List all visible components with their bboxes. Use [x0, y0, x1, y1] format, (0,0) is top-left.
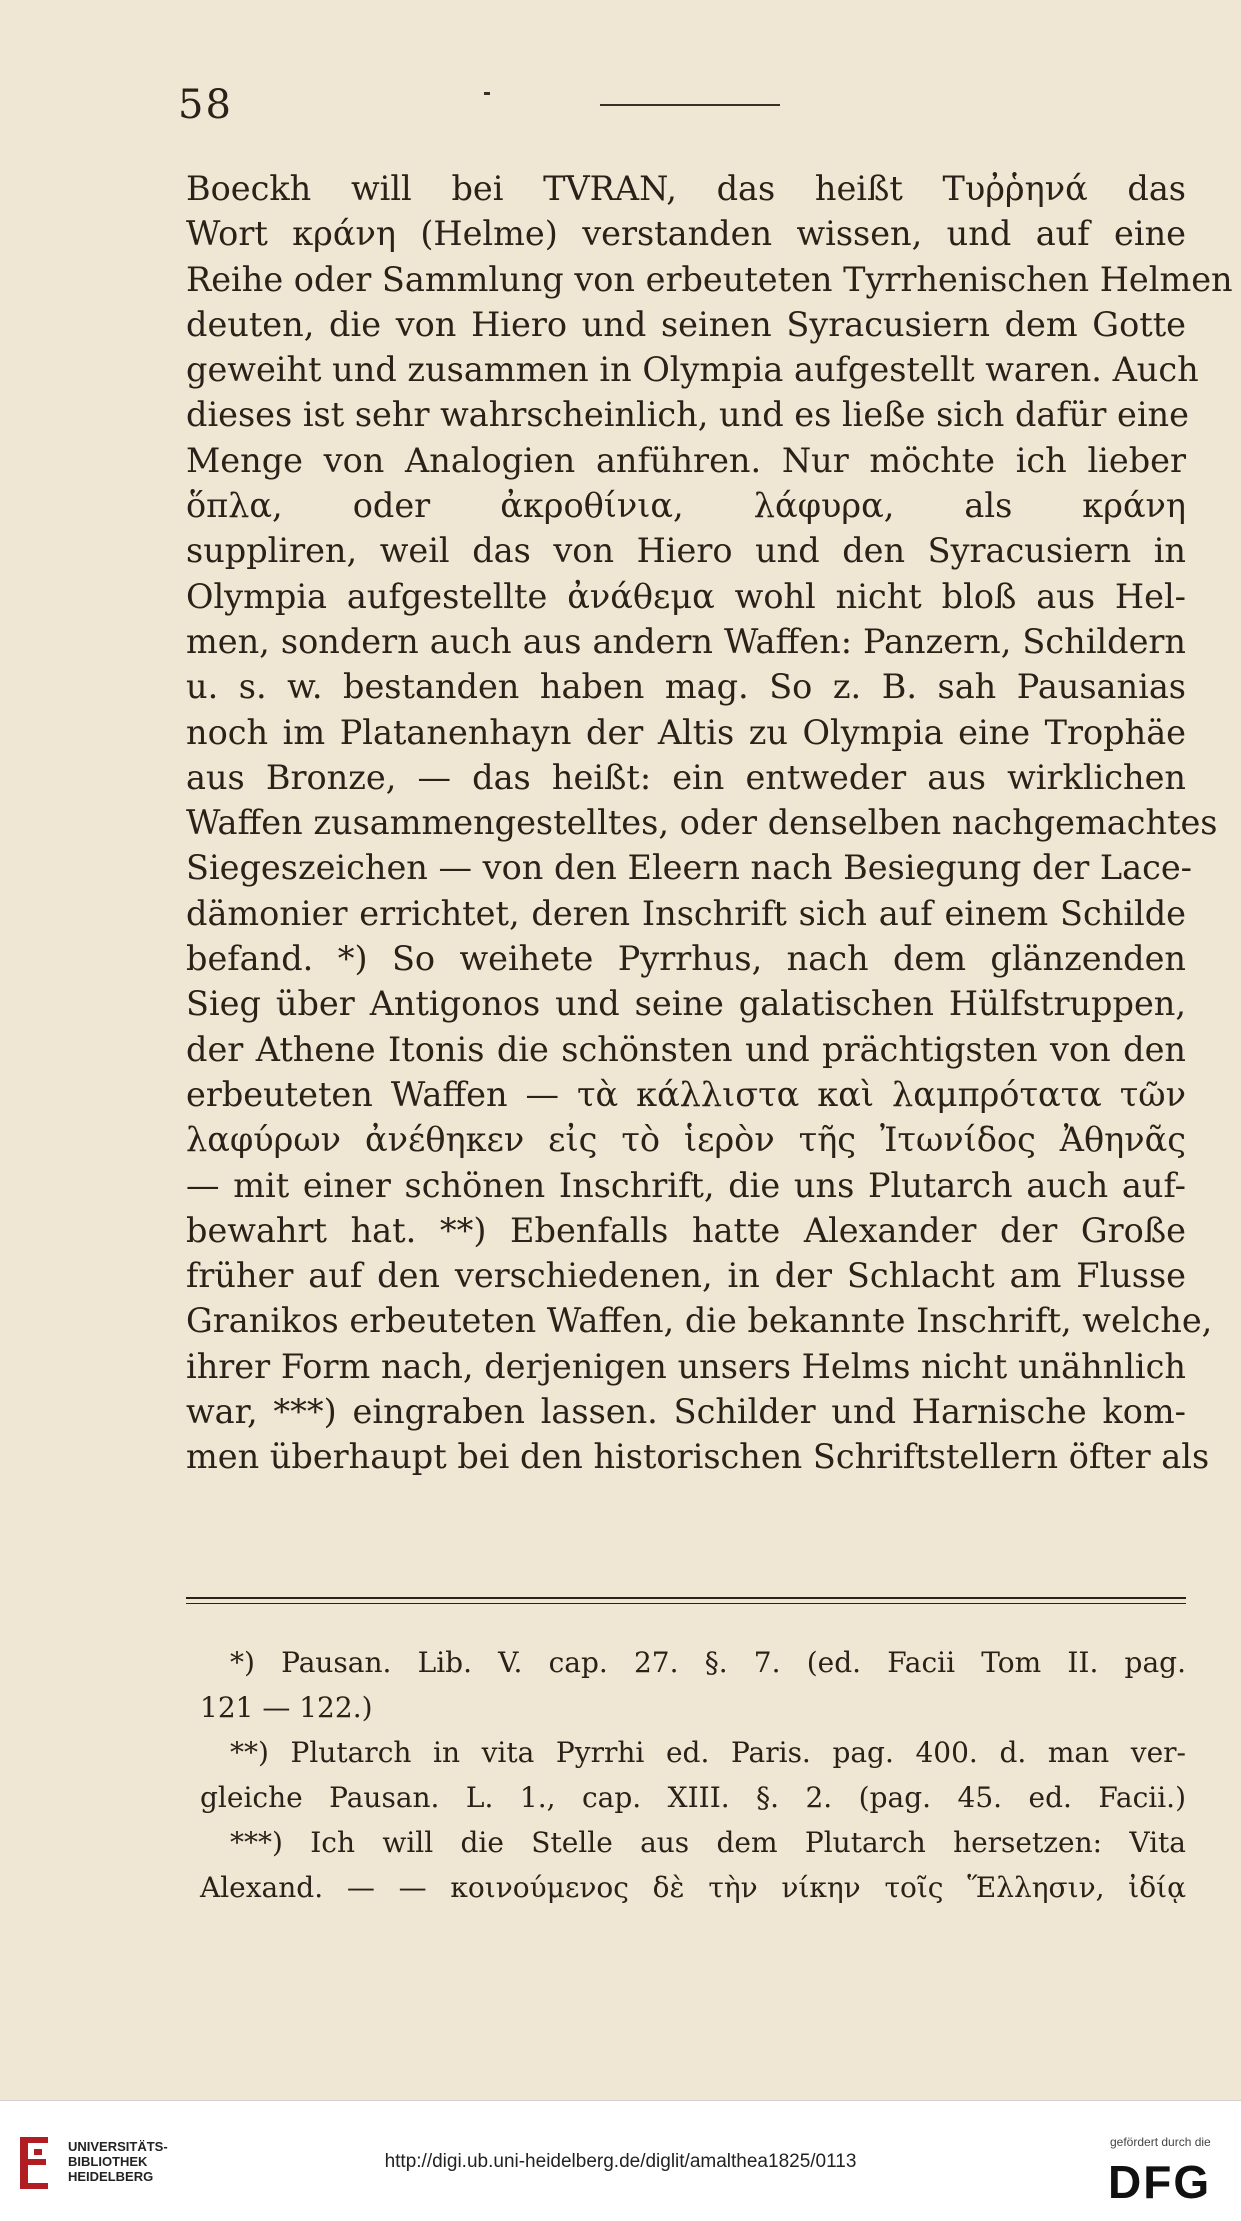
text-line: dämonier errichtet, deren Inschrift sich auf einem Schilde: [186, 893, 1186, 933]
footnote-line: ***) Ich will die Stelle aus dem Plutarch hersetzen: Vita: [230, 1826, 1186, 1859]
text-line: Menge von Analogien anführen. Nur möchte ich lieber: [186, 440, 1186, 480]
text-line: Wort κράνη (Helme) verstanden wissen, und auf eine: [186, 214, 1186, 254]
library-name-line: BIBLIOTHEK: [68, 2154, 148, 2169]
text-line: war, ***) eingraben lassen. Schilder und Harnische kom-: [186, 1392, 1186, 1432]
text-line: u. s. w. bestanden haben mag. So z. B. sah Pausanias: [186, 667, 1186, 707]
text-line: bewahrt hat. **) Ebenfalls hatte Alexander der Große: [186, 1210, 1186, 1250]
footnote-rule: [186, 1597, 1186, 1599]
footnote-line: *) Pausan. Lib. V. cap. 27. §. 7. (ed. Facii Tom II. pag.: [230, 1646, 1186, 1679]
permalink-url[interactable]: http://digi.ub.uni-heidelberg.de/diglit/amalthea1825/0113: [384, 2151, 857, 2172]
text-line: noch im Platanenhayn der Altis zu Olympia eine Trophäe: [186, 712, 1186, 752]
body-text: [186, 166, 1233, 1480]
text-line: men überhaupt bei den historischen Schriftstellern öfter als: [186, 1437, 1210, 1477]
footnote-line: **) Plutarch in vita Pyrrhi ed. Paris. pag. 400. d. man ver-: [230, 1736, 1186, 1769]
text-line: men, sondern auch aus andern Waffen: Panzern, Schildern: [186, 621, 1186, 661]
text-line: geweiht und zusammen in Olympia aufgestellt waren. Auch: [186, 350, 1199, 390]
text-line: — mit einer schönen Inschrift, die uns Plutarch auch auf-: [186, 1165, 1186, 1205]
footer-bar: [0, 2100, 1241, 2221]
text-line: Olympia aufgestellte ἀνάθεμα wohl nicht bloß aus Hel-: [186, 576, 1186, 616]
funding-caption: gefördert durch die: [1110, 2135, 1211, 2149]
text-line: früher auf den verschiedenen, in der Schlacht am Flusse: [186, 1256, 1186, 1296]
header-mark: [484, 92, 490, 95]
text-line: Siegeszeichen — von den Eleern nach Besiegung der Lace-: [186, 848, 1192, 888]
footnote-line: Alexand. — — κοινούμενος δὲ τὴν νίκην τοῖς Ἕλλησιν, ἰδίᾳ: [200, 1871, 1186, 1904]
footnote-line: 121 — 122.): [200, 1691, 373, 1724]
text-line: ihrer Form nach, derjenigen unsers Helms nicht unähnlich: [186, 1346, 1186, 1386]
text-line: Granikos erbeuteten Waffen, die bekannte Inschrift, welche,: [186, 1301, 1213, 1341]
text-line: λαφύρων ἀνέθηκεν εἰς τὸ ἱερὸν τῆς Ἰτωνίδος Ἀθηνᾶς: [186, 1120, 1186, 1160]
text-line: aus Bronze, — das heißt: ein entweder aus wirklichen: [186, 757, 1186, 797]
text-line: ὅπλα, oder ἀκροθίνια, λάφυρα, als κράνη: [186, 486, 1186, 526]
text-line: Sieg über Antigonos und seine galatischen Hülfstruppen,: [186, 984, 1186, 1024]
footnotes: [200, 1640, 1186, 1910]
text-line: Waffen zusammengestelltes, oder denselben nachgemachtes: [186, 803, 1218, 843]
text-line: Reihe oder Sammlung von erbeuteten Tyrrhenischen Helmen: [186, 259, 1233, 299]
library-name-line: HEIDELBERG: [68, 2169, 154, 2184]
text-line: dieses ist sehr wahrscheinlich, und es ließe sich dafür eine: [186, 395, 1189, 435]
footnote-rule-thin: [186, 1603, 1186, 1604]
text-line: erbeuteten Waffen — τὰ κάλλιστα καὶ λαμπρότατα τῶν: [186, 1074, 1186, 1114]
text-line: der Athene Itonis die schönsten und prächtigsten von den: [186, 1029, 1186, 1069]
dfg-logo: DFG: [1108, 2156, 1212, 2208]
text-line: befand. *) So weihete Pyrrhus, nach dem glänzenden: [186, 939, 1186, 979]
text-line: suppliren, weil das von Hiero und den Syracusiern in: [186, 531, 1186, 571]
footnote-line: gleiche Pausan. L. 1., cap. XIII. §. 2. (pag. 45. ed. Facii.): [200, 1781, 1186, 1814]
text-line: Boeckh will bei TVRAN, das heißt Τυῤῥηνά das: [186, 169, 1186, 208]
header-rule: [600, 104, 780, 106]
library-name-line: UNIVERSITÄTS-: [68, 2139, 168, 2154]
page-number: 58: [178, 82, 233, 128]
text-line: deuten, die von Hiero und seinen Syracusiern dem Gotte: [186, 304, 1186, 344]
